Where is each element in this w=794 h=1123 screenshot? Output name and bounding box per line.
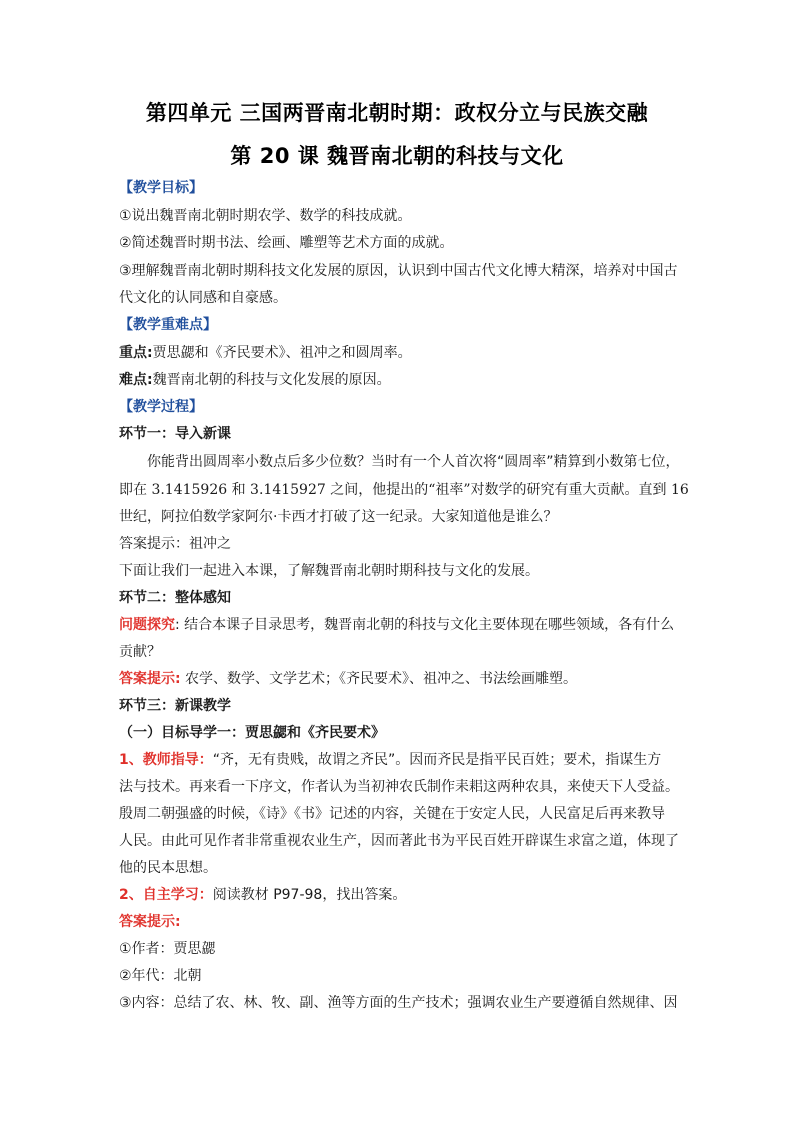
difficult-point-line [119, 370, 391, 390]
answer-item: ③内容：总结了农、林、牧、副、渔等方面的生产技术；强调农业生产要遵循自然规律、因 [119, 995, 678, 1011]
answer-item: ①作者：贾思勰 [119, 941, 216, 957]
key-text: 贾思勰和《齐民要术》、祖冲之和圆周率。 [152, 345, 412, 361]
difficult-label: 难点: [119, 372, 153, 388]
difficult-text: 魏晋南北朝的科技与文化发展的原因。 [152, 372, 391, 388]
answer-item: ②年代：北朝 [119, 968, 202, 984]
goals-heading: 【教学目标】 [119, 180, 203, 196]
stage1-para: 即在 3.1415926 和 3.1415927 之间，他提出的“祖率”对数学的研究有重大贡献。直到 16 [119, 482, 689, 498]
guide-text: “齐，无有贵贱，故谓之齐民”。因而齐民是指平民百姓；要术，指谋生方 [212, 752, 662, 768]
stage3-title: 环节三：新课教学 [119, 698, 231, 714]
process-heading: 【教学过程】 [119, 399, 203, 415]
goal-item: ③理解魏晋南北朝时期科技文化发展的原因，认识到中国古代文化博大精深，培养对中国古 [119, 263, 678, 279]
key-label: 重点: [119, 345, 153, 361]
question-label: 问题探究 [119, 617, 175, 633]
answer-text: 农学、数学、文学艺术；《齐民要术》、祖冲之、书法绘画雕塑。 [180, 671, 578, 687]
guide-line: 人民。由此可见作者非常重视农业生产，因而著此书为平民百姓开辟谋生求富之道，体现了 [119, 833, 679, 849]
guide-label: 1、教师指导： [119, 752, 213, 768]
stage2-question [119, 615, 674, 635]
self-study-label: 2、自主学习： [119, 887, 213, 903]
guide-line: 法与技术。再来看一下序文，作者认为当初神农氏制作耒耜这两种农具，来使天下人受益。 [119, 779, 679, 795]
goal1-title: （一）目标导学一：贾思勰和《齐民要术》 [119, 725, 385, 741]
key-points-heading: 【教学重难点】 [119, 317, 217, 333]
stage1-answer: 答案提示：祖冲之 [119, 536, 231, 552]
unit-title: 第四单元 三国两晋南北朝时期：政权分立与民族交融 [145, 101, 649, 125]
goal-item: ①说出魏晋南北朝时期农学、数学的科技成就。 [119, 208, 412, 224]
stage1-title: 环节一：导入新课 [119, 426, 231, 442]
guide-line: 殷周二朝强盛的时候，《诗》《书》记述的内容，关键在于安定人民，人民富足后再来教导 [119, 806, 665, 822]
stage1-transition: 下面让我们一起进入本课，了解魏晋南北朝时期科技与文化的发展。 [119, 563, 539, 579]
question-text: : 结合本课子目录思考，魏晋南北朝的科技与文化主要体现在哪些领域，各有什么 [175, 617, 675, 633]
stage2-answer [119, 669, 577, 689]
stage2-question-cont: 贡献？ [119, 644, 161, 660]
self-study-text: 阅读教材 P97-98，找出答案。 [212, 887, 407, 903]
answer-label: 答案提示: [119, 671, 181, 687]
stage2-title: 环节二：整体感知 [119, 590, 231, 606]
stage1-para: 世纪，阿拉伯数学家阿尔·卡西才打破了这一纪录。大家知道他是谁么？ [119, 509, 558, 525]
stage1-para: 你能背出圆周率小数点后多少位数？当时有一个人首次将“圆周率”精算到小数第七位， [147, 454, 680, 470]
key-point-line [119, 343, 412, 363]
answer-hint-label: 答案提示: [119, 914, 181, 930]
guide-line [119, 750, 661, 770]
guide-line: 他的民本思想。 [119, 860, 217, 876]
lesson-title: 第 20 课 魏晋南北朝的科技与文化 [230, 144, 564, 168]
goal-item: ②简述魏晋时期书法、绘画、雕塑等艺术方面的成就。 [119, 235, 454, 251]
goal-item: 代文化的认同感和自豪感。 [119, 290, 287, 306]
self-study-line [119, 885, 406, 905]
